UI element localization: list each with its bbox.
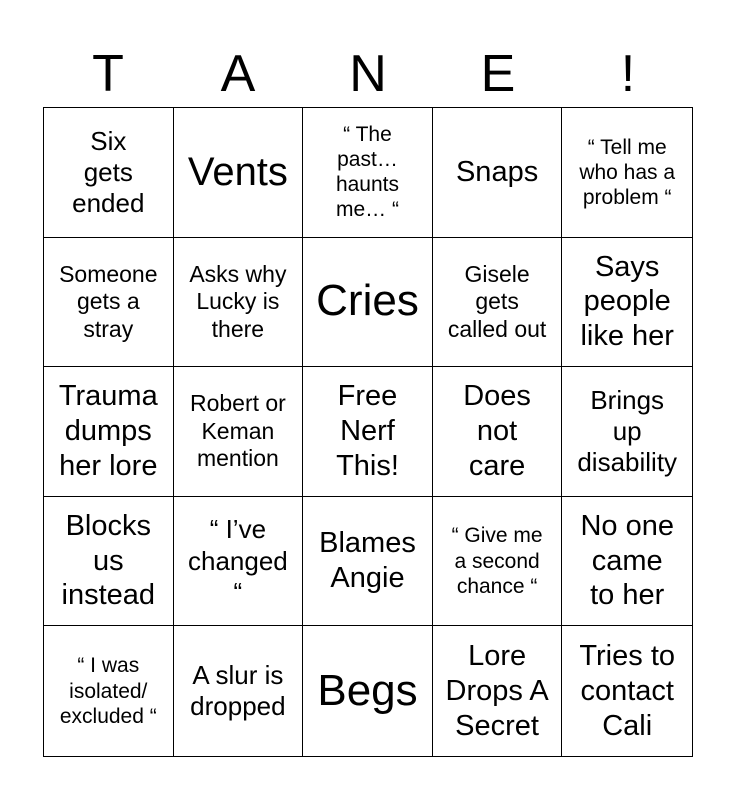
title-letter-2: A	[220, 45, 256, 103]
title-letter-5: !	[620, 45, 636, 103]
bingo-cell-text: Blames Angie	[319, 527, 416, 595]
bingo-cell[interactable]	[562, 626, 692, 756]
bingo-cell[interactable]	[303, 497, 433, 627]
bingo-cell-text: Snaps	[455, 155, 539, 188]
bingo-cell[interactable]	[303, 626, 433, 756]
bingo-cell-text: No one came to her	[580, 509, 674, 612]
bingo-cell[interactable]	[44, 238, 174, 368]
bingo-cell-text: Gisele gets called out	[447, 260, 547, 342]
bingo-cell-text: Blocks us instead	[61, 509, 156, 612]
bingo-cell-text: Robert or Keman mention	[189, 390, 286, 472]
bingo-cell[interactable]	[303, 238, 433, 368]
bingo-cell[interactable]	[44, 367, 174, 497]
bingo-cell-text: A slur is dropped	[190, 660, 286, 722]
bingo-cell[interactable]	[303, 108, 433, 238]
bingo-cell-text: Lore Drops A Secret	[445, 640, 549, 742]
bingo-cell[interactable]	[562, 497, 692, 627]
title-letter-4: E	[480, 45, 516, 103]
bingo-cell-text: “ Give me a second chance “	[451, 524, 543, 598]
bingo-cell[interactable]	[562, 238, 692, 368]
bingo-cell[interactable]	[44, 497, 174, 627]
bingo-cell-text: Asks why Lucky is there	[189, 260, 287, 342]
bingo-cell[interactable]	[433, 626, 563, 756]
bingo-cell-text: “ I’ve changed “	[188, 514, 288, 607]
bingo-cell[interactable]	[174, 108, 304, 238]
bingo-cell-text: Tries to contact Cali	[579, 640, 675, 742]
bingo-cell[interactable]	[174, 367, 304, 497]
bingo-cell-text: Free Nerf This!	[336, 380, 399, 482]
bingo-cell-text: “ The past… haunts me… “	[335, 122, 400, 222]
bingo-cell-text: Someone gets a stray	[59, 260, 158, 342]
bingo-cell-text: Six gets ended	[72, 125, 145, 218]
bingo-cell[interactable]	[433, 108, 563, 238]
bingo-card-grid	[43, 107, 693, 757]
bingo-cell[interactable]	[433, 367, 563, 497]
bingo-cell-text: Cries	[316, 276, 419, 326]
bingo-cell[interactable]	[44, 108, 174, 238]
bingo-cell[interactable]	[433, 497, 563, 627]
bingo-cell-text: Vents	[187, 150, 288, 195]
bingo-cell-text: “ Tell me who has a problem “	[579, 135, 676, 209]
bingo-cell[interactable]	[44, 626, 174, 756]
bingo-cell-text: Brings up disability	[577, 384, 678, 478]
bingo-cell[interactable]	[174, 497, 304, 627]
bingo-cell[interactable]	[562, 108, 692, 238]
bingo-cell[interactable]	[562, 367, 692, 497]
bingo-cell[interactable]	[433, 238, 563, 368]
bingo-cell-text: Says people like her	[580, 250, 674, 353]
bingo-cell-text: Does not care	[463, 380, 531, 482]
bingo-cell-text: Trauma dumps her lore	[58, 380, 158, 482]
bingo-cell-text: Begs	[317, 665, 418, 715]
title-letter-3: N	[349, 45, 387, 103]
bingo-cell[interactable]	[303, 367, 433, 497]
bingo-cell[interactable]	[174, 238, 304, 368]
bingo-cell-text: “ I was isolated/ excluded “	[59, 654, 157, 728]
bingo-title	[43, 42, 693, 106]
title-letter-1: T	[92, 45, 124, 103]
bingo-cell[interactable]	[174, 626, 304, 756]
